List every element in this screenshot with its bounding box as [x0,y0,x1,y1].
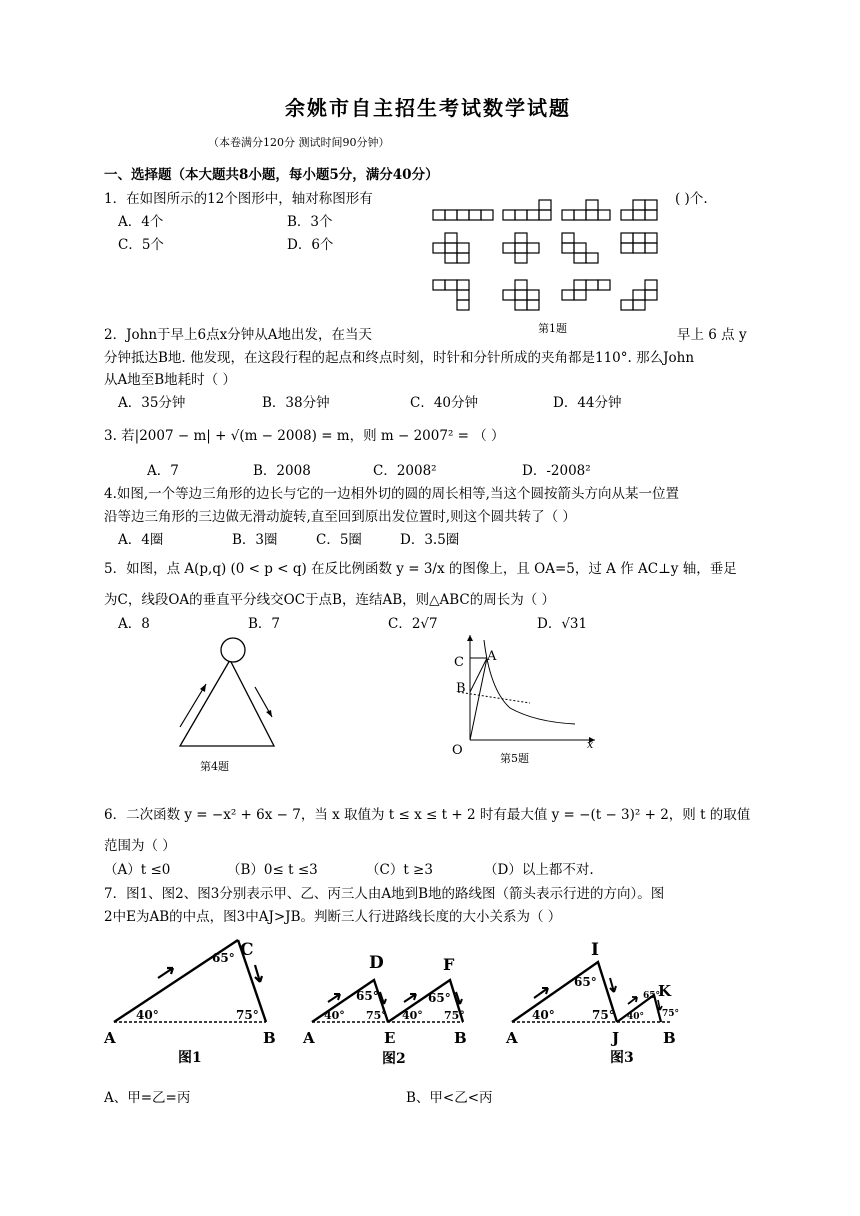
q3-text: 3. 若|2007 − m| + √(m − 2008) = m，则 m − 2007² = （ ） [104,428,505,444]
angle-75: 75° [444,1009,465,1022]
label-c: C [240,940,254,960]
q6-line2: 范围为（ ） [104,838,176,854]
label-f: F [443,955,455,974]
q6-option-d: （D）以上都不对. [484,862,594,878]
q2-line2: 分钟抵达B地. 他发现，在这段行程的起点和终点时刻，时针和分针所成的夹角都是110°. 那么John [104,350,695,366]
label-a: A [303,1029,315,1047]
q7-figure-3 [500,930,700,1070]
q6-option-b: （B）0≤ t ≤3 [227,862,318,878]
y-arrow-icon [467,635,473,641]
figure-caption: 图3 [610,1050,634,1066]
q4-option-c: C．5圈 [316,532,362,548]
label-j: J [612,1029,620,1047]
label-b: B [663,1029,676,1047]
q7-option-b: B、甲<乙<丙 [406,1090,493,1106]
q5-option-d: D．√31 [537,616,588,632]
segment-oa [470,658,487,740]
perpendicular-bisector [458,692,530,703]
q3-option-d: D．-2008² [522,463,591,479]
arrow-up-left [180,684,206,727]
q1-figure [430,195,670,325]
page-subtitle: （本卷满分120分 测试时间90分钟） [208,136,390,149]
label-x: x [587,738,594,751]
label-o: O [452,743,463,755]
q4-option-b: B．3圈 [232,532,278,548]
q1-option-b: B．3个 [287,214,333,230]
shape-11 [562,280,610,300]
angle-40: 40° [402,1009,423,1022]
angle-65: 65° [574,975,597,989]
label-b: B [454,1029,467,1047]
shape-6 [503,233,539,263]
angle-65: 65° [212,951,235,965]
shape-10 [503,280,539,310]
shape-8 [621,233,657,253]
angle-40: 40° [532,1008,555,1022]
q2-option-a: A．35分钟 [118,395,186,411]
q6-option-c: （C）t ≥3 [366,862,433,878]
q4-option-d: D．3.5圈 [400,532,460,548]
q2-line1b: 早上 6 点 y [677,327,747,343]
q1-option-d: D．6个 [287,237,334,253]
segment-ba [470,658,487,692]
q7-option-a: A、甲=乙=丙 [104,1090,191,1106]
q7-line2: 2中E为AB的中点，图3中AJ>JB。判断三人行进路线长度的大小关系为（ ） [104,909,562,925]
angle-75: 75° [592,1008,615,1022]
angle-75: 75° [662,1009,680,1019]
angle-65: 65° [356,989,379,1003]
figure-caption: 图2 [382,1051,406,1067]
label-c: C [454,655,464,670]
q5-line1: 5．如图，点 A(p,q) (0 < p < q) 在反比例函数 y = 3/x 的图像上，且 OA=5，过 A 作 AC⊥y 轴，垂足 [104,561,737,577]
q6-line1: 6．二次函数 y = −x² + 6x − 7，当 x 取值为 t ≤ x ≤ t + 2 时有最大值 y = −(t − 3)² + 2，则 t 的取值 [104,807,751,823]
shape-9 [433,280,469,310]
q2-line3: 从A地至B地耗时（ ） [104,372,236,388]
q7-figure-2 [298,950,480,1070]
angle-40: 40° [324,1009,345,1022]
q5-line2: 为C，线段OA的垂直平分线交OC于点B，连结AB，则△ABC的周长为（ ） [104,592,556,608]
arrow-right-icon [628,997,637,1004]
q4-caption: 第4题 [200,760,229,773]
shape-1 [433,210,493,220]
q3-option-b: B．2008 [253,463,311,479]
section-heading: 一、选择题（本大题共8小题，每小题5分，满分40分） [104,167,439,183]
q2-option-c: C．40分钟 [410,395,479,411]
q2-option-d: D．44分钟 [553,395,622,411]
label-i: I [591,940,599,960]
label-e: E [384,1029,396,1047]
arrow-head-icon [200,684,206,692]
label-b: B [456,681,466,696]
arrow-head-icon [266,710,272,717]
q1-option-a: A．4个 [118,214,164,230]
q5-option-a: A．8 [118,616,150,632]
q4-line1: 4.如图,一个等边三角形的边长与它的一边相外切的圆的周长相等,当这个圆按箭头方向从某一位置 [104,486,679,502]
q5-option-c: C．2√7 [388,616,438,632]
angle-40: 40° [627,1012,645,1022]
rolling-circle [221,638,245,662]
hyperbola-curve [484,640,575,724]
angle-65: 65° [643,991,661,1001]
label-a: A [104,1029,116,1047]
arrow-right-icon [158,968,173,978]
angle-75: 75° [236,1008,259,1022]
q1-caption: 第1题 [538,322,567,335]
q4-line2: 沿等边三角形的三边做无滑动旋转,直至回到原出发位置时,则这个圆共转了（ ） [104,509,576,525]
q2-option-b: B．38分钟 [262,395,330,411]
figure-caption: 图1 [178,1050,202,1066]
q2-line1: 2．John于早上6点x分钟从A地出发，在当天 [104,327,372,343]
q5-option-b: B．7 [248,616,281,632]
q3-option-a: A．7 [147,463,179,479]
q1-option-c: C．5个 [118,237,164,253]
q7-figure-1 [100,930,290,1070]
shape-12 [621,280,657,310]
label-b: B [263,1029,276,1047]
angle-65: 65° [428,991,451,1005]
q6-option-a: （A）t ≤0 [104,862,171,878]
page-title: 余姚市自主招生考试数学试题 [285,96,571,120]
angle-40: 40° [136,1008,159,1022]
q3-option-c: C．2008² [373,463,437,479]
arrow-right-icon [534,988,548,998]
q7-line1: 7．图1、图2、图3分别表示甲、乙、丙三人由A地到B地的路线图（箭头表示行进的方向）。图 [104,886,665,902]
label-a: A [487,649,497,664]
label-a: A [506,1029,518,1047]
q1-text: 1．在如图所示的12个图形中，轴对称图形有 [104,191,373,207]
arrow-down-icon [456,992,462,1004]
q5-figure [440,630,600,755]
q1-blank: ( )个. [675,191,708,207]
shape-2 [503,200,551,220]
label-k: K [658,982,672,1000]
q5-caption: 第5题 [500,752,529,765]
arrow-right-icon [404,994,416,1002]
angle-75: 75° [366,1009,387,1022]
shape-7 [562,233,598,263]
arrow-down-icon [255,965,262,982]
arrow-down-icon [610,978,616,992]
arrow-right-icon [328,994,340,1002]
shape-3 [562,200,610,220]
shape-5 [433,233,469,263]
q4-option-a: A．4圈 [118,532,164,548]
label-d: D [369,953,384,973]
q4-figure [170,632,290,757]
shape-4 [621,200,657,220]
